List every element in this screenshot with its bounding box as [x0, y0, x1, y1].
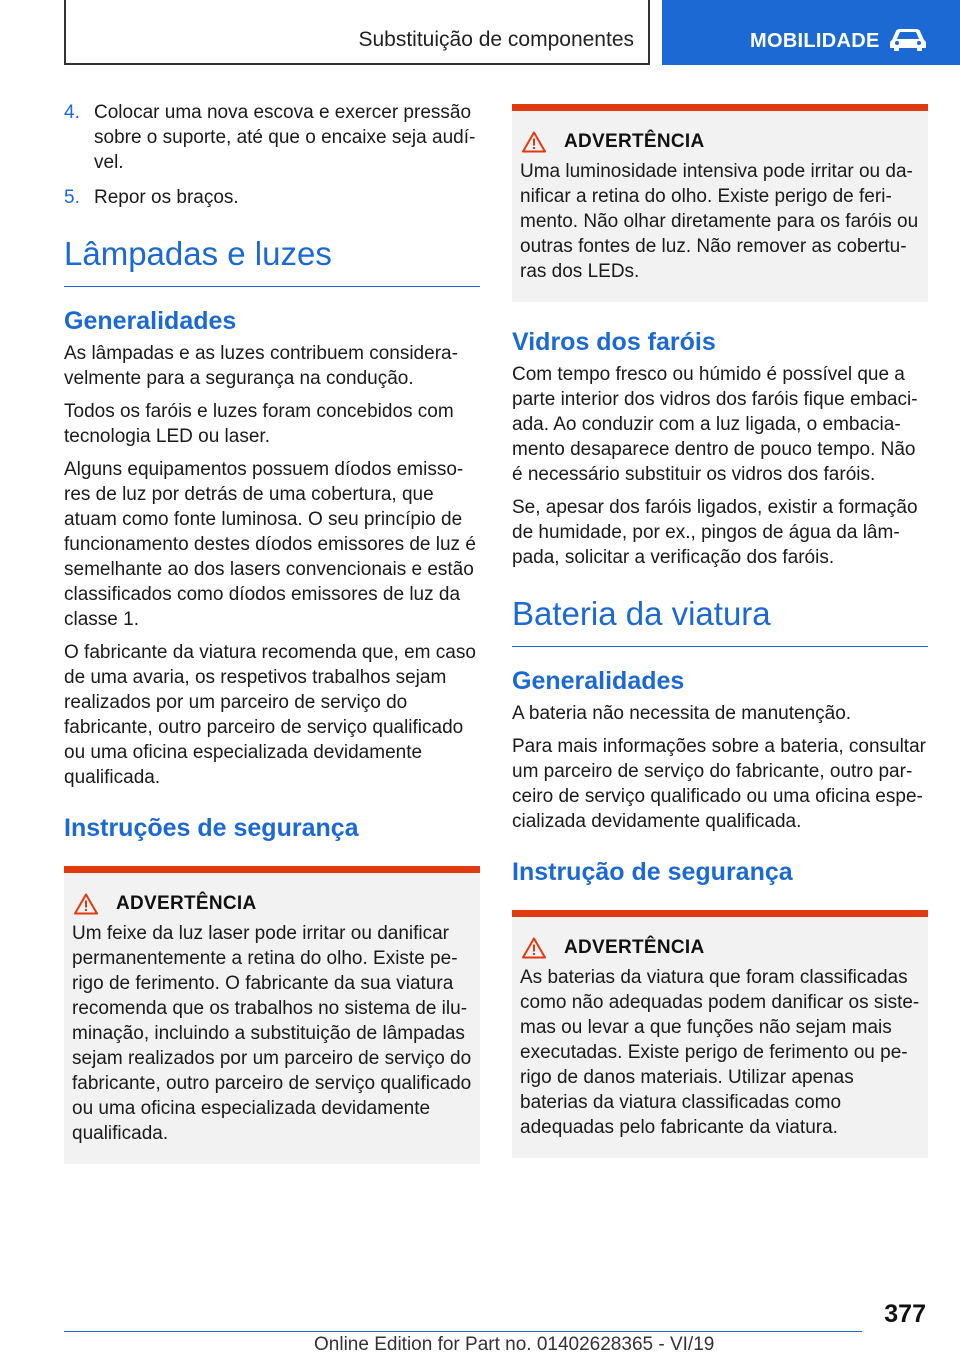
heading-lampadas: Lâmpadas e luzes: [64, 234, 480, 287]
warning-title: ADVERTÊNCIA: [116, 893, 257, 914]
paragraph: Se, apesar dos faróis ligados, existir a formação de humidade, por ex., pingos de água da lâmpada, solicitar a verificação dos faróis.: [512, 497, 918, 568]
warning-text: Um feixe da luz laser pode irritar ou danificar permanentemente a retina do olho. Existe perigo de ferimento. O fabricante da sua viatura recomenda que os trabalhos no sistema de iluminação, incluindo a substituição de lâmpadas sejam realizados por um parceiro de serviço do fabricante, outro parceiro de serviço qualificado ou uma oficina especializada devidamente qualificada.: [72, 923, 472, 1144]
warning-triangle-icon: [522, 937, 546, 959]
warning-triangle-icon: [74, 893, 98, 915]
warning-triangle-icon: [522, 131, 546, 153]
heading-instrucao-seguranca: Instrução de segurança: [512, 858, 793, 886]
step-text: Colocar uma nova escova e exercer pressão sobre o suporte, até que o encaixe seja audível.: [94, 102, 476, 173]
paragraph: Todos os faróis e luzes foram concebidos com tecnologia LED ou laser.: [64, 401, 454, 447]
heading-bateria: Bateria da viatura: [512, 594, 928, 647]
left-column: [64, 100, 480, 1172]
paragraph: Alguns equipamentos possuem díodos emissores de luz por detrás de uma cobertura, que atuam como fonte luminosa. O seu princípio de funcionamento destes díodos emissores de luz é semelhante ao dos lasers convencionais e estão classificados como díodos emissores de luz da classe 1.: [64, 459, 476, 630]
right-column: [512, 100, 928, 1166]
heading-generalidades: Generalidades: [512, 667, 685, 695]
warning-box-luminosity: [512, 104, 928, 302]
section-title: Substituição de componentes: [358, 28, 634, 51]
paragraph: As lâmpadas e as luzes contribuem consideravelmente para a segurança na condução.: [64, 343, 458, 389]
warning-title-row: [72, 893, 472, 915]
paragraph: O fabricante da viatura recomenda que, em caso de uma avaria, os respetivos trabalhos sejam realizados por um parceiro de serviço do fabricante, outro parceiro de serviço qualificado ou uma oficina especializada devidamente qualificada.: [64, 642, 476, 788]
header-section-box: [64, 0, 650, 65]
chapter-title: MOBILIDADE: [750, 30, 880, 52]
footer-divider: [64, 1331, 862, 1332]
warning-box-battery: [512, 910, 928, 1158]
heading-vidros-farois: Vidros dos faróis: [512, 328, 716, 356]
paragraph: A bateria não necessita de manutenção.: [512, 703, 852, 724]
step-number: 5.: [64, 187, 80, 208]
heading-generalidades: Generalidades: [64, 307, 237, 335]
warning-title: ADVERTÊNCIA: [564, 131, 705, 152]
step-4: [64, 100, 480, 175]
heading-instrucoes-seguranca: Instruções de segurança: [64, 814, 359, 842]
step-5: [64, 185, 480, 210]
warning-title: ADVERTÊNCIA: [564, 937, 705, 958]
footer-edition: Online Edition for Part no. 01402628365 - VI/19: [314, 1334, 715, 1355]
paragraph: Para mais informações sobre a bateria, consultar um parceiro de serviço do fabricante, outro parceiro de serviço qualificado ou uma oficina especializada devidamente qualificada.: [512, 736, 926, 832]
header-chapter-box: [662, 0, 960, 65]
car-icon: [888, 26, 928, 52]
warning-title-row: [520, 937, 920, 959]
page-number: 377: [884, 1300, 926, 1328]
step-text: Repor os braços.: [94, 187, 239, 208]
paragraph: Com tempo fresco ou húmido é possível que a parte interior dos vidros dos faróis fique embaciada. Ao conduzir com a luz ligada, o embaciamento desaparece dentro de pouco tempo. Não é necessário substituir os vidros dos faróis.: [512, 364, 918, 485]
warning-box-laser: [64, 866, 480, 1164]
warning-title-row: [520, 131, 920, 153]
warning-text: As baterias da viatura que foram classificadas como não adequadas podem danificar os sistemas ou levar a que funções não sejam mais executadas. Existe perigo de ferimento ou perigo de danos materiais. Utilizar apenas baterias da viatura classificadas como adequadas pelo fabricante da viatura.: [520, 967, 920, 1138]
step-number: 4.: [64, 102, 80, 123]
warning-text: Uma luminosidade intensiva pode irritar ou danificar a retina do olho. Existe perigo de ferimento. Não olhar diretamente para os faróis ou outras fontes de luz. Não remover as coberturas dos LEDs.: [520, 161, 919, 282]
